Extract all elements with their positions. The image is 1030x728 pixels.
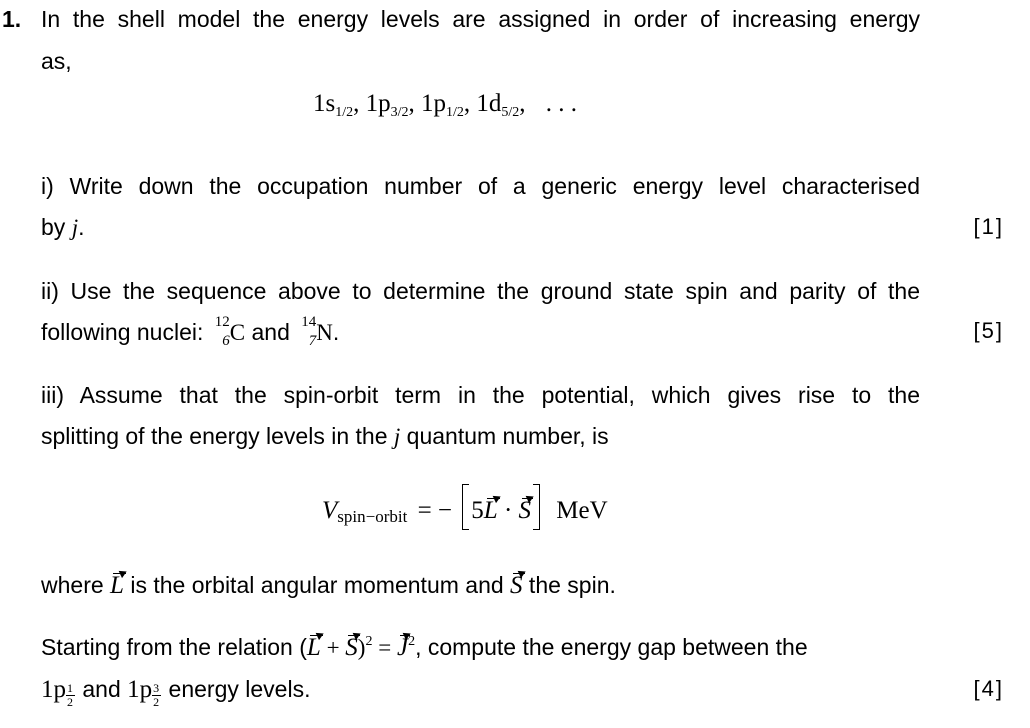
part-i-by: by: [41, 214, 72, 240]
nitrogen-z: 7: [308, 333, 317, 349]
period: .: [78, 214, 85, 240]
square-exponent: 2: [408, 634, 416, 649]
part-i-line-1: i) Write down the occupation number of a generic energy level characterised: [41, 173, 920, 199]
fraction-numerator: 1: [67, 681, 73, 695]
where-line: [41, 572, 920, 600]
right-bracket: [533, 484, 540, 530]
intro-line-2: as,: [41, 48, 72, 74]
fraction-three-halves: [152, 681, 162, 709]
vector-l: L: [483, 497, 498, 524]
nuclide-carbon-indices: [210, 314, 230, 349]
nitrogen-symbol: N: [316, 320, 333, 345]
level-1s: 1s: [313, 90, 336, 117]
dot-operator: ·: [503, 497, 513, 524]
level-1p32-sub: 3/2: [390, 105, 409, 120]
carbon-mass: 12: [214, 314, 230, 330]
part-iii-line-2: [41, 423, 920, 450]
where-mid: is the orbital angular momentum and: [123, 572, 511, 598]
and-text: and: [245, 319, 297, 345]
starting-line: [41, 634, 920, 662]
level-1p12: 1p: [421, 90, 447, 117]
part-ii-line-1: ii) Use the sequence above to determine the ground state spin and parity of the: [41, 278, 920, 304]
where-prefix: where: [41, 572, 111, 598]
unit-mev: MeV: [556, 497, 608, 524]
fraction-numerator: 3: [153, 681, 160, 695]
level-1p12-sub: 1/2: [446, 105, 464, 120]
left-bracket: [462, 484, 469, 530]
part-i-line-2: [41, 214, 920, 241]
vector-l: L: [306, 634, 321, 661]
fraction-denominator: 2: [67, 695, 73, 709]
last-suffix: energy levels.: [162, 676, 311, 702]
level-1p32: 1p: [365, 90, 391, 117]
question-number: 1.: [2, 6, 22, 32]
potential-v: V: [322, 497, 338, 524]
variable-j: j: [71, 215, 79, 240]
where-suffix: the spin.: [522, 572, 616, 598]
sep-4: ,: [519, 90, 526, 117]
sep-3: ,: [463, 90, 471, 117]
equals-minus: = −: [417, 497, 453, 524]
level-1d52: 1d: [476, 90, 502, 117]
coefficient: 5: [471, 497, 484, 524]
variable-j: j: [393, 424, 401, 449]
sep-1: ,: [353, 90, 360, 117]
level-1d52-sub: 5/2: [501, 105, 520, 120]
start-prefix: Starting from the relation (: [41, 634, 307, 660]
equals: =: [372, 635, 397, 660]
spin-orbit-equation: [322, 484, 608, 530]
vector-s: S: [345, 634, 358, 661]
fraction-one-half: [66, 681, 76, 709]
ellipsis: . . .: [545, 90, 578, 117]
carbon-symbol: C: [229, 320, 246, 345]
nuclide-nitrogen-indices: [296, 314, 317, 349]
part-ii-prefix: following nuclei:: [41, 319, 210, 345]
close-paren: ): [357, 635, 366, 660]
marks-part-iii: [4]: [973, 676, 1004, 701]
level-1p: 1p: [127, 676, 153, 703]
vector-s: S: [510, 572, 523, 599]
square-exponent: 2: [365, 634, 373, 649]
marks-part-i: [1]: [973, 214, 1004, 239]
intro-line-1: In the shell model the energy levels are assigned in order of increasing energy: [41, 6, 920, 32]
period: .: [332, 319, 340, 345]
vector-j: J: [396, 634, 409, 661]
fraction-denominator: 2: [153, 695, 160, 709]
part-iii-line-1: iii) Assume that the spin-orbit term in the potential, which gives rise to the: [41, 382, 920, 408]
vector-s: S: [518, 497, 532, 524]
marks-part-ii: [5]: [973, 318, 1004, 343]
part-iii-suffix: quantum number, is: [400, 423, 609, 449]
sep-2: ,: [408, 90, 415, 117]
part-iii-prefix: splitting of the energy levels in the: [41, 423, 394, 449]
plus: +: [320, 635, 346, 660]
energy-gap-line: [41, 676, 920, 709]
nitrogen-mass: 14: [301, 314, 317, 330]
potential-subscript: spin−orbit: [337, 507, 408, 526]
carbon-z: 6: [222, 333, 230, 349]
part-ii-line-2: [41, 314, 920, 349]
level-1s-sub: 1/2: [335, 105, 354, 120]
level-1p: 1p: [41, 676, 66, 703]
energy-level-sequence: [313, 90, 577, 118]
and-text: and: [76, 676, 128, 702]
vector-l: L: [110, 572, 124, 599]
start-suffix: , compute the energy gap between the: [415, 634, 808, 660]
